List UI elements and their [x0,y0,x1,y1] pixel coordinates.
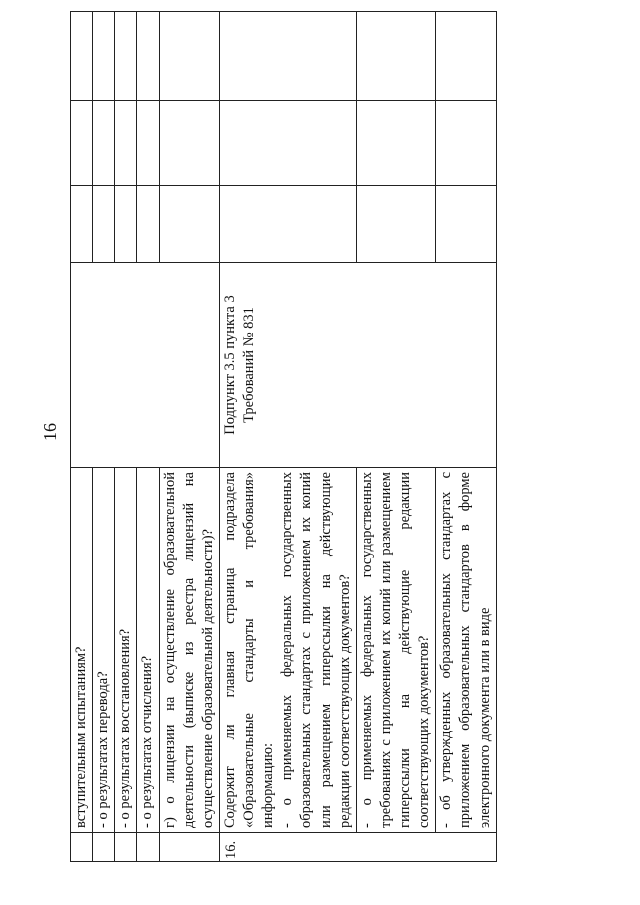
page-number: 16 [40,423,60,441]
question-cell: - о применяемых федеральных государственных требованиях с приложением их копий или размещением гиперссылки на действующие редакции соответствующих документов? [356,468,436,833]
check-cell [436,12,496,101]
check-cell [93,186,115,263]
check-cell [115,12,137,101]
table-row [219,12,356,862]
check-cell [71,12,93,101]
question-cell: - о результатах перевода? [93,468,115,833]
check-cell [159,12,219,101]
check-cell [356,101,436,186]
question-cell: - о результатах отчисления? [137,468,159,833]
check-cell [115,186,137,263]
check-cell [93,101,115,186]
check-cell [71,101,93,186]
row-number [93,833,115,862]
check-cell [356,12,436,101]
check-cell [159,101,219,186]
check-cell [356,186,436,263]
check-cell [436,101,496,186]
question-cell [219,468,356,833]
check-cell [93,12,115,101]
reference-cell: Подпункт 3.5 пункта 3 Требований № 831 [219,263,496,468]
check-cell [137,101,159,186]
check-cell [71,186,93,263]
check-cell [115,101,137,186]
check-cell [219,101,356,186]
row-number [71,833,93,862]
reference-cell [71,263,220,468]
question-cell: - об утвержденных образовательных стандартах с приложением образовательных стандартов в форме электронного документа или в виде [436,468,496,833]
row-number [115,833,137,862]
row-number [137,833,159,862]
row-number [159,833,219,862]
check-cell [159,186,219,263]
check-cell [219,186,356,263]
question-text: - о применяемых федеральных государственных образовательных стандартах с приложением их копий или размещением гиперссылки на действующие редакции соответствующих документов? [279,472,353,828]
requirements-table [70,11,497,862]
table-row [71,12,93,862]
question-cell: - о результатах восстановления? [115,468,137,833]
check-cell [137,12,159,101]
check-cell [436,186,496,263]
requirements-table-rotated [70,62,568,862]
question-cell: г) о лицензии на осуществление образовательной деятельности (выписке из реестра лицензий на осуществление образовательной деятельности)? [159,468,219,833]
question-text: Содержит ли главная страница подраздела «Образовательные стандарты и требования» информацию: [221,472,277,828]
question-cell: вступительным испытаниям? [71,468,93,833]
check-cell [137,186,159,263]
check-cell [219,12,356,101]
row-number: 16. [219,833,496,862]
